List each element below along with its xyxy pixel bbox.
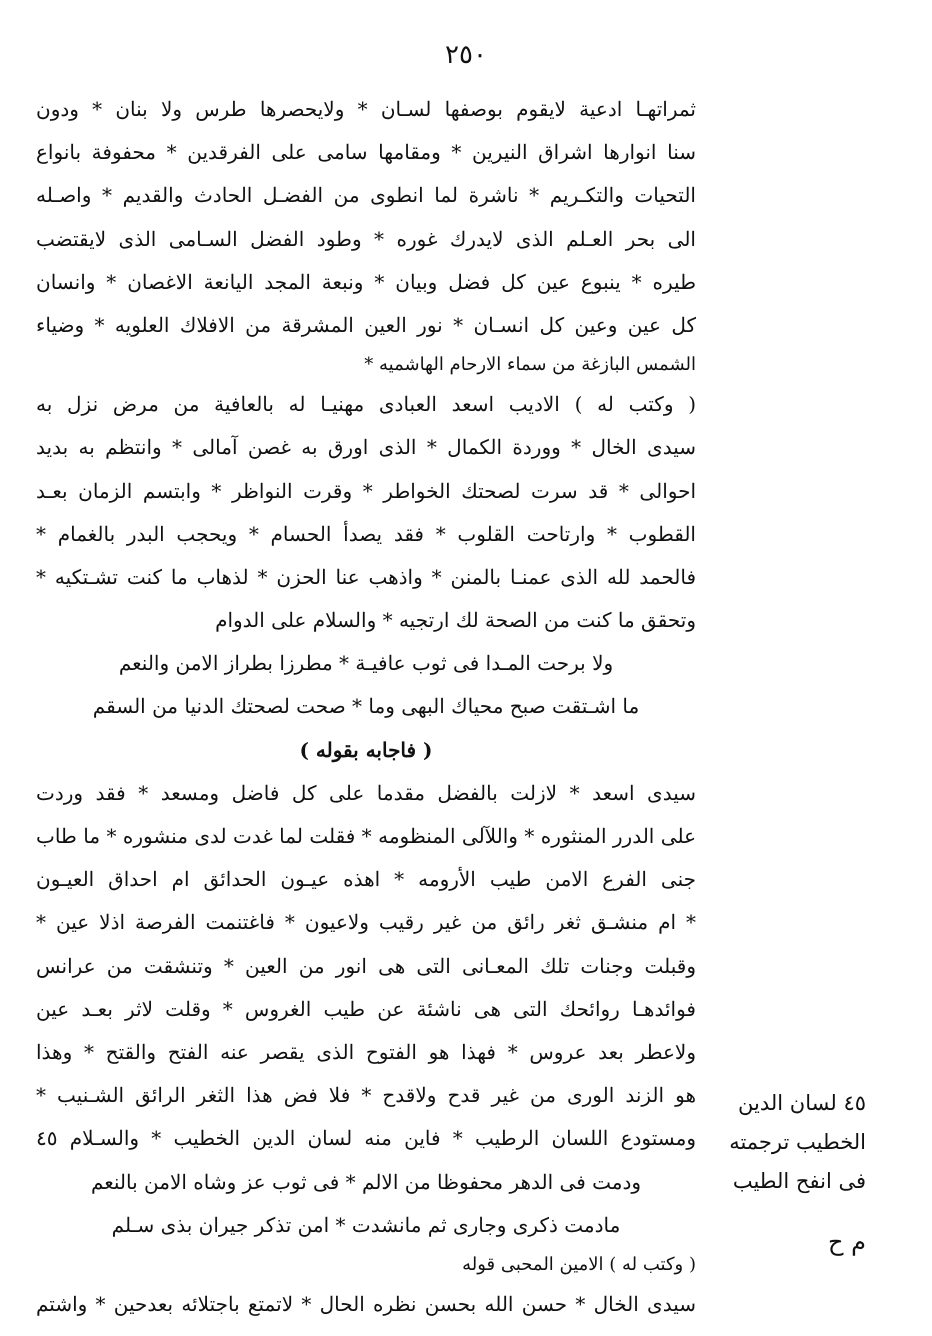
text-line: احوالى * قد سرت لصحتك الخواطر * وقرت النواظر * وابتسم الزمان بعـد (36, 478, 696, 503)
text-line: سنا انوارها اشراق النيرين * ومقامها سامى على الفرقدين * محفوفة بانواع (36, 140, 696, 165)
text-line: وتحقق ما كنت من الصحة لك ارتجيه * والسلام على الدوام (215, 608, 696, 633)
section-heading: ( وكتب له ) الامين المحبى قوله (462, 1253, 696, 1275)
text-line: طيره * ينبوع عين كل فضل وبيان * ونبعة المجد اليانعة الاغصان * وانسان (36, 269, 696, 294)
main-text (36, 88, 696, 1326)
margin-note-line: فى انفح الطيب (732, 1169, 866, 1193)
text-line: الى بحر العـلم الذى لايدرك غوره * وطود الفضل السـامى الذى لايقتضب (36, 226, 696, 251)
text-line: سيدى الخال * حسن الله بحسن نظره الحال * لاتمتع باجتلائه بعدحين * واشتم (36, 1291, 696, 1316)
signature-mark: م ح (828, 1228, 866, 1256)
text-line: على الدرر المنثوره * واللآلى المنظومه * فقلت لما غدت لدى منشوره * ما طاب (36, 824, 696, 848)
text-line: ثمراتهـا ادعية لايقوم بوصفها لسـان * ولايحصرها طرس ولا بنان * ودون (36, 97, 696, 121)
text-line: هو الزند الورى من غير قدح ولاقدح * فلا فض هذا الثغر الرائق الشـنيب * (36, 1083, 696, 1108)
text-line: ومستودع اللسان الرطيب * فاين منه لسان الدين الخطيب * والسـلام ٤٥ (36, 1126, 696, 1151)
verse-line: ولا برحت المـدا فى ثوب عافيـة * مطرزا بطراز الامن والنعم (118, 651, 614, 676)
text-line: ( وكتب له ) الاديب اسعد العبادى مهنيـا له بالعافية من مرض نزل به (36, 392, 696, 417)
text-line: فوائدهـا روائحك التى هى ناشئة عن طيب الغروس * وقلت لاثر بعـد عين (36, 996, 696, 1021)
text-line: ولاعطر بعد عروس * فهذا هو الفتوح الذى يقصر عنه الفتح والقتح * وهذا (36, 1039, 696, 1064)
page-number: ٢٥٠ (445, 40, 487, 70)
text-line: * ام منشـق ثغر رائق من غير رقيب ولاعيون * فاغتنمت الفرصة اذلا عين * (36, 910, 696, 935)
text-line: الشمس البازغة من سماء الارحام الهاشميه * (364, 354, 696, 376)
verse-line: ما اشـتقت صبح محياك البهى وما * صحت لصحتك الدنيا من السقم (92, 694, 640, 719)
verse-line: مادمت ذكرى وجارى ثم مانشدت * امن تذكر جيران بذى سـلم (111, 1212, 621, 1237)
section-heading: ( فاجابه بقوله ) (299, 737, 433, 762)
margin-note (716, 1084, 866, 1201)
text-line: التحيات والتكـريم * ناشرة لما انطوى من الفضـل الحادث والقديم * واصـله (36, 183, 696, 208)
margin-note-line: الخطيب ترجمته (729, 1130, 866, 1154)
text-line: سيدى الخال * ووردة الكمال * الذى اورق به غصن آمالى * وانتظم به بديد (36, 435, 696, 460)
verse-line: ودمت فى الدهر محفوظا من الالم * فى ثوب عز وشاه الامن بالنعم (90, 1169, 642, 1194)
text-line: جنى الفرع الامن طيب الأرومه * اهذه عيـون الحدائق ام احداق العيـون (36, 867, 696, 892)
text-line: القطوب * وارتاحت القلوب * فقد يصدأ الحسام * ويحجب البدر بالغمام * (36, 521, 696, 546)
text-line: وقبلت وجنات تلك المعـانى التى هى انور من العين * وتنشقت من عرانس (36, 953, 696, 978)
margin-note-line: ٤٥ لسان الدين (738, 1091, 866, 1115)
text-line: فالحمد لله الذى عمنـا بالمنن * واذهب عنا الحزن * لذهاب ما كنت تشـتكيه * (36, 564, 696, 589)
text-line: كل عين وعين كل انسـان * نور العين المشرقة من الافلاك العلويه * وضياء (36, 312, 696, 337)
text-line: سيدى اسعد * لازلت بالفضل مقدما على كل فاضل ومسعد * فقد وردت (36, 780, 696, 805)
